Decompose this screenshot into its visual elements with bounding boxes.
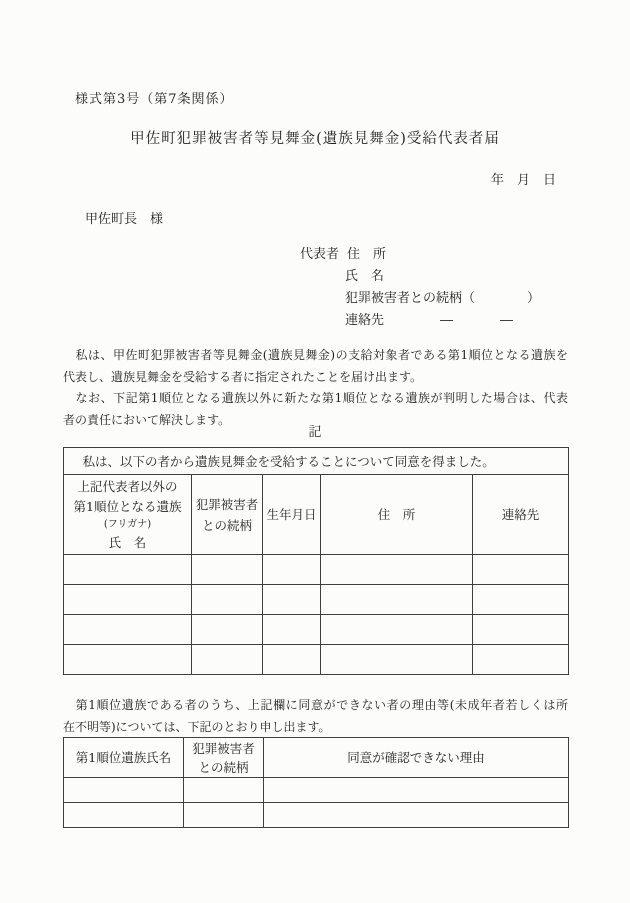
- contact-label: 連絡先: [345, 313, 385, 328]
- representative-contact-row: [300, 310, 540, 332]
- empty-cell: [64, 555, 192, 585]
- empty-cell: [192, 585, 263, 615]
- header-reason-no-consent: 同意が確認できない理由: [264, 738, 569, 778]
- consent-empty-row: [64, 645, 569, 675]
- consent-statement: 私は、以下の者から遺族見舞金を受給することについて同意を得ました。: [64, 448, 569, 475]
- empty-cell: [263, 615, 321, 645]
- declaration-line: なお、下記第1順位となる遺族以外に新たな第1順位となる遺族が判明した場合は、代表: [63, 391, 568, 405]
- representative-relation-row: [300, 288, 540, 310]
- header-address: 住 所: [321, 475, 473, 555]
- consent-table-header-row: [64, 475, 569, 555]
- empty-cell: [321, 555, 473, 585]
- document-title: 甲佐町犯罪被害者等見舞金(遺族見舞金)受給代表者届: [130, 131, 500, 147]
- empty-cell: [64, 803, 184, 828]
- consent-empty-row: [64, 585, 569, 615]
- date-line: 年 月 日: [490, 173, 556, 188]
- consent-empty-row: [64, 615, 569, 645]
- header-first-rank-heir-name: 第1順位遺族氏名: [64, 738, 184, 778]
- header-name-label: 氏 名: [108, 534, 147, 550]
- empty-cell: [192, 555, 263, 585]
- relation-label: 犯罪被害者との続柄（ ）: [345, 291, 541, 306]
- empty-cell: [321, 585, 473, 615]
- empty-cell: [321, 615, 473, 645]
- header-relation-line1: 犯罪被害者: [195, 496, 259, 512]
- empty-cell: [184, 778, 264, 803]
- header-relation-line2: との続柄: [201, 517, 252, 533]
- declaration-paragraph: [63, 345, 568, 431]
- empty-cell: [192, 645, 263, 675]
- consent-empty-row: [64, 555, 569, 585]
- header-heir-name: [64, 475, 192, 555]
- declaration-line: 者の責任において解決します。: [63, 412, 231, 427]
- empty-cell: [264, 778, 569, 803]
- no-consent-line: 在不明等)については、下記のとおり申し出ます。: [63, 719, 331, 734]
- empty-cell: [473, 585, 569, 615]
- header-heir-name-line2: 第1順位となる遺族: [73, 498, 182, 514]
- empty-cell: [64, 778, 184, 803]
- empty-cell: [64, 585, 192, 615]
- addressee-mayor: 甲佐町長 様: [85, 212, 164, 227]
- header-furigana: (フリガナ): [103, 518, 152, 530]
- empty-cell: [64, 615, 192, 645]
- representative-block: [300, 244, 540, 332]
- empty-cell: [263, 645, 321, 675]
- empty-cell: [263, 555, 321, 585]
- consent-statement-row: [64, 448, 569, 475]
- consent-table: [63, 447, 569, 675]
- header-relation-line2: との続柄: [198, 759, 249, 775]
- empty-cell: [192, 615, 263, 645]
- no-consent-empty-row: [64, 778, 569, 803]
- representative-name-row: [300, 266, 540, 288]
- representative-label: 代表者: [300, 247, 340, 262]
- form-number: 様式第3号（第7条関係）: [75, 92, 234, 107]
- header-relation: [184, 738, 264, 778]
- empty-cell: [263, 585, 321, 615]
- name-label: 氏 名: [345, 269, 385, 284]
- header-contact: 連絡先: [473, 475, 569, 555]
- header-heir-name-line1: 上記代表者以外の: [77, 478, 178, 494]
- header-birthdate: 生年月日: [263, 475, 321, 555]
- no-consent-empty-row: [64, 803, 569, 828]
- empty-cell: [264, 803, 569, 828]
- empty-cell: [473, 555, 569, 585]
- empty-cell: [184, 803, 264, 828]
- contact-dashes: ― ―: [440, 313, 516, 328]
- address-label: 住 所: [347, 247, 387, 262]
- no-consent-line: 第1順位遺族である者のうち、上記欄に同意ができない者の理由等(未成年者若しくは所: [63, 698, 568, 712]
- no-consent-paragraph: [63, 695, 568, 738]
- representative-address-row: [300, 244, 540, 266]
- header-relation-line1: 犯罪被害者: [192, 740, 255, 756]
- no-consent-header-row: [64, 738, 569, 778]
- no-consent-table: [63, 737, 569, 828]
- ki-heading: 記: [308, 425, 322, 440]
- declaration-line: 代表し、遺族見舞金を受給する者に指定されたことを届け出ます。: [63, 369, 423, 384]
- empty-cell: [473, 645, 569, 675]
- empty-cell: [321, 645, 473, 675]
- empty-cell: [473, 615, 569, 645]
- empty-cell: [64, 645, 192, 675]
- declaration-line: 私は、甲佐町犯罪被害者等見舞金(遺族見舞金)の支給対象者である第1順位となる遺族を: [63, 348, 568, 362]
- header-relation: [192, 475, 263, 555]
